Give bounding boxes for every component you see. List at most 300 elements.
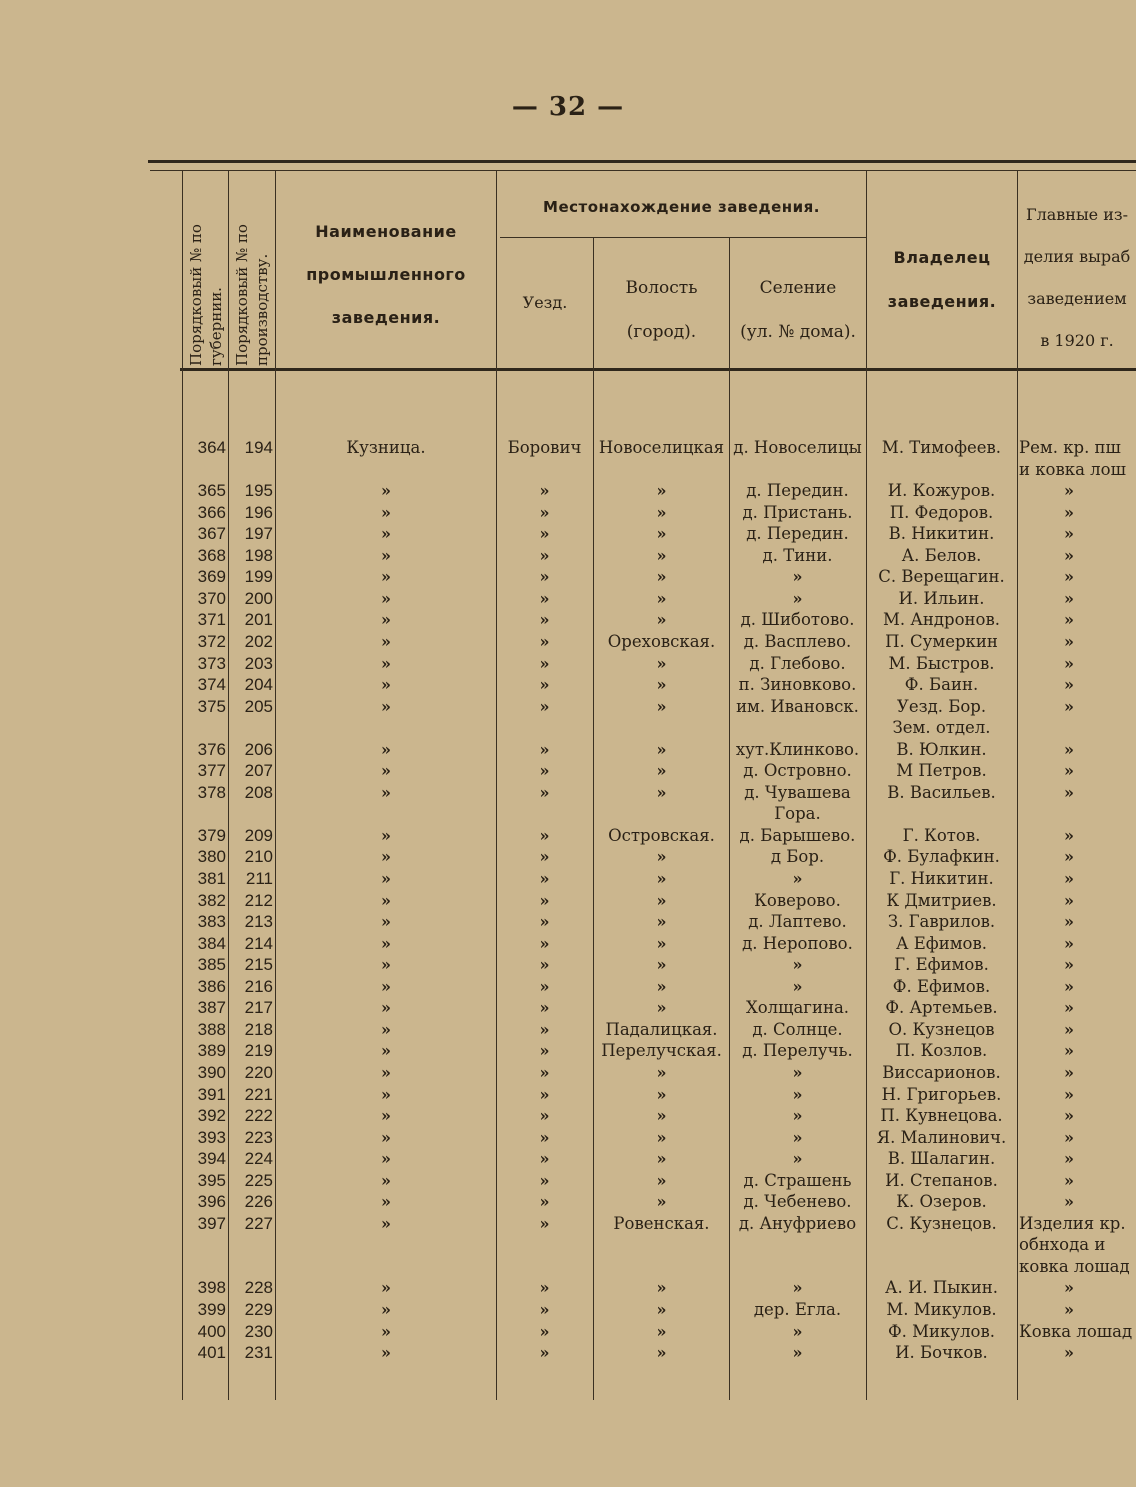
cell-name: » — [381, 631, 391, 651]
table-row — [0, 911, 1136, 932]
cell-n1: 366 — [197, 502, 226, 522]
cell-volost: » — [656, 1127, 667, 1147]
cell-n1: 374 — [197, 675, 226, 695]
cell-n1: 370 — [197, 588, 226, 608]
cell-name: » — [381, 1343, 391, 1363]
table-row — [0, 717, 1136, 738]
cell-uezd: » — [539, 1192, 550, 1212]
cell-owner: М. Андронов. — [883, 610, 1000, 630]
cell-name: » — [381, 545, 391, 565]
cell-volost: Перелучская. — [601, 1041, 722, 1061]
cell-n1: 364 — [197, 438, 226, 457]
cell-volost: » — [656, 653, 667, 673]
cell-volost: » — [656, 1170, 667, 1190]
cell-village: д. Пристань. — [742, 502, 853, 522]
cell-owner: Г. Ефимов. — [894, 955, 989, 975]
table-row — [0, 1084, 1136, 1105]
cell-village: д. Ануфриево — [738, 1213, 857, 1233]
cell-n1: 369 — [197, 567, 226, 587]
cell-owner: А Ефимов. — [896, 933, 987, 953]
cell-n1: 399 — [197, 1300, 226, 1319]
cell-owner: О. Кузнецов — [888, 1019, 995, 1039]
cell-village: Холщагина. — [745, 998, 850, 1018]
cell-product: » — [1064, 1062, 1074, 1082]
cell-n1: 396 — [197, 1192, 226, 1212]
cell-n2: 225 — [244, 1170, 273, 1190]
cell-village: д Бор. — [770, 847, 825, 867]
cell-volost: » — [656, 567, 667, 587]
cell-owner: С. Кузнецов. — [886, 1213, 997, 1233]
cell-volost: » — [656, 782, 667, 802]
cell-name: » — [381, 739, 391, 759]
cell-village: » — [792, 567, 803, 587]
header-volost-line2: (город). — [626, 322, 697, 342]
cell-uezd: » — [539, 976, 550, 996]
cell-n2: 213 — [244, 912, 273, 932]
cell-n2: 215 — [244, 955, 273, 975]
table-row — [0, 1105, 1136, 1126]
cell-uezd: » — [539, 1041, 550, 1061]
cell-n2: 219 — [244, 1041, 273, 1061]
header-col2-line1: Порядковый № по — [233, 224, 251, 366]
cell-uezd: » — [539, 610, 550, 630]
cell-village: д. Шиботово. — [740, 610, 855, 630]
page-number: — 32 — — [511, 92, 625, 122]
header-products-line1: Главные из- — [1025, 205, 1129, 224]
cell-name: » — [381, 1106, 391, 1126]
cell-uezd: » — [539, 933, 550, 953]
cell-name: » — [381, 567, 391, 587]
cell-volost: » — [656, 1300, 667, 1319]
cell-product: » — [1064, 1127, 1074, 1147]
cell-volost: » — [656, 976, 667, 996]
cell-volost: Ореховская. — [607, 631, 716, 651]
cell-name: » — [381, 675, 391, 695]
table-row — [0, 502, 1136, 523]
cell-product: » — [1064, 1192, 1074, 1212]
header-col1-line2: губернии. — [207, 287, 225, 366]
cell-owner: В. Шалагин. — [887, 1149, 996, 1169]
header-owner-line2: заведения. — [887, 292, 997, 311]
cell-village: » — [792, 1149, 803, 1169]
cell-product: Ковка лошад — [1019, 1321, 1133, 1341]
table-row — [0, 739, 1136, 760]
cell-product: Рем. кр. пш — [1019, 438, 1121, 457]
cell-owner: И. Ильин. — [898, 588, 985, 608]
cell-n1: 388 — [197, 1019, 226, 1039]
cell-village: » — [792, 1062, 803, 1082]
cell-n1: 381 — [197, 869, 226, 888]
cell-n2: 228 — [244, 1278, 273, 1298]
cell-uezd: » — [539, 739, 550, 759]
table-row — [0, 437, 1136, 458]
header-selenie-line2: (ул. № дома). — [740, 322, 856, 342]
cell-owner: М Петров. — [896, 761, 987, 781]
cell-volost: » — [656, 545, 667, 565]
cell-owner: Ф. Микулов. — [887, 1321, 996, 1341]
cell-owner: И. Кожуров. — [887, 481, 996, 501]
cell-owner: П. Козлов. — [895, 1041, 988, 1061]
cell-n1: 383 — [197, 912, 226, 932]
cell-product: и ковка лош — [1019, 459, 1126, 479]
table-row — [0, 760, 1136, 781]
cell-product: » — [1064, 782, 1074, 802]
cell-product: » — [1064, 976, 1074, 996]
header-volost — [594, 266, 729, 354]
cell-volost: Новоселицкая — [598, 438, 725, 457]
cell-name: » — [381, 955, 391, 975]
top-rule — [148, 160, 1136, 163]
cell-village: им. Ивановск. — [736, 696, 859, 716]
cell-n2: 194 — [244, 438, 273, 457]
header-name-line2: промышленного — [306, 265, 466, 284]
cell-village: п. Зиновково. — [738, 675, 857, 695]
cell-owner: С. Верещагин. — [878, 567, 1005, 587]
table-row — [0, 588, 1136, 609]
cell-name: » — [381, 825, 391, 845]
cell-village: » — [792, 869, 803, 888]
cell-n2: 229 — [244, 1300, 273, 1319]
cell-n1: 371 — [197, 610, 226, 630]
cell-product: Изделия кр. — [1019, 1213, 1126, 1233]
cell-owner: К Дмитриев. — [886, 890, 997, 910]
cell-product: » — [1064, 1278, 1074, 1298]
cell-n2: 223 — [244, 1127, 273, 1147]
cell-product: » — [1064, 675, 1074, 695]
cell-village: д. Страшень — [743, 1170, 852, 1190]
table-row — [0, 846, 1136, 867]
cell-uezd: » — [539, 1321, 550, 1341]
cell-n2: 217 — [244, 998, 273, 1018]
cell-name: » — [381, 976, 391, 996]
table-row — [0, 566, 1136, 587]
table-row — [0, 1277, 1136, 1298]
cell-product: » — [1064, 631, 1074, 651]
cell-village: хут.Клинково. — [735, 739, 860, 759]
cell-village: д. Солнце. — [752, 1019, 843, 1039]
header-col1-line1: Порядковый № по — [187, 224, 205, 366]
cell-name: » — [381, 481, 391, 501]
cell-owner: Ф. Булафкин. — [883, 847, 1000, 867]
cell-n2: 199 — [244, 567, 273, 587]
cell-n1: 397 — [197, 1213, 226, 1233]
cell-uezd: » — [539, 761, 550, 781]
cell-village: д. Глебово. — [749, 653, 846, 673]
header-location-group: Местонахождение заведения. — [543, 198, 820, 216]
cell-n2: 214 — [244, 933, 273, 953]
cell-n1: 392 — [197, 1106, 226, 1126]
cell-n2: 231 — [244, 1343, 273, 1363]
cell-owner: Я. Малинович. — [876, 1127, 1007, 1147]
cell-product: » — [1064, 1149, 1074, 1169]
cell-village: д. Передин. — [746, 481, 849, 501]
table-row — [0, 480, 1136, 501]
cell-name: » — [381, 1062, 391, 1082]
cell-owner: В. Юлкин. — [896, 739, 987, 759]
cell-n2: 210 — [244, 847, 273, 867]
cell-product: » — [1064, 610, 1074, 630]
header-products-line2: делия выраб — [1023, 247, 1131, 266]
cell-name: » — [381, 1213, 391, 1233]
cell-n1: 379 — [197, 825, 226, 845]
cell-uezd: » — [539, 1300, 550, 1319]
cell-product: » — [1064, 588, 1074, 608]
cell-village: » — [792, 588, 803, 608]
table-row — [0, 459, 1136, 480]
cell-n2: 222 — [244, 1106, 273, 1126]
cell-name: » — [381, 653, 391, 673]
cell-product: » — [1064, 1019, 1074, 1039]
cell-n2: 205 — [244, 696, 273, 716]
header-uezd: Уезд. — [522, 293, 568, 312]
cell-volost: » — [656, 890, 667, 910]
table-row — [0, 1213, 1136, 1234]
cell-volost: » — [656, 696, 667, 716]
cell-n2: 207 — [244, 761, 273, 781]
table-row — [0, 674, 1136, 695]
cell-village: Гора. — [774, 804, 821, 824]
cell-name: » — [381, 610, 391, 630]
cell-owner: М. Быстров. — [888, 653, 995, 673]
header-name-line3: заведения. — [331, 308, 441, 327]
cell-volost: » — [656, 1321, 667, 1341]
cell-volost: Островская. — [608, 825, 715, 845]
table-row — [0, 1019, 1136, 1040]
cell-volost: » — [656, 588, 667, 608]
cell-product: обнхода и — [1019, 1235, 1106, 1255]
cell-volost: » — [656, 1149, 667, 1169]
table-row — [0, 545, 1136, 566]
cell-owner: Виссарионов. — [882, 1062, 1001, 1082]
cell-volost: » — [656, 502, 667, 522]
cell-volost: » — [656, 847, 667, 867]
cell-n1: 368 — [197, 545, 226, 565]
location-group-underline — [500, 237, 866, 238]
cell-product: » — [1064, 1170, 1074, 1190]
cell-name: » — [381, 869, 391, 888]
cell-uezd: » — [539, 1343, 550, 1363]
cell-n1: 391 — [197, 1084, 226, 1104]
cell-product: » — [1064, 524, 1074, 544]
cell-n1: 400 — [197, 1321, 226, 1341]
cell-n1: 385 — [197, 955, 226, 975]
cell-uezd: » — [539, 588, 550, 608]
cell-name: » — [381, 1127, 391, 1147]
cell-village: » — [792, 1343, 803, 1363]
header-volost-line1: Волость — [625, 278, 698, 298]
cell-volost: » — [656, 1062, 667, 1082]
cell-uezd: » — [539, 869, 550, 888]
header-owner — [867, 236, 1017, 324]
cell-product: » — [1064, 761, 1074, 781]
cell-n1: 372 — [197, 631, 226, 651]
cell-village: » — [792, 976, 803, 996]
table-row — [0, 1040, 1136, 1061]
cell-owner: А. Белов. — [901, 545, 982, 565]
header-bottom-rule — [180, 368, 1136, 371]
cell-uezd: » — [539, 502, 550, 522]
cell-village: д. Барышево. — [739, 825, 856, 845]
cell-n2: 227 — [244, 1213, 273, 1233]
cell-n1: 398 — [197, 1278, 226, 1298]
header-selenie — [730, 266, 866, 354]
cell-product: » — [1064, 933, 1074, 953]
cell-owner: А. И. Пыкин. — [885, 1278, 998, 1298]
cell-owner: М. Микулов. — [886, 1300, 997, 1319]
cell-village: » — [792, 955, 803, 975]
cell-n1: 378 — [197, 782, 226, 802]
cell-volost: » — [656, 869, 667, 888]
table-row — [0, 825, 1136, 846]
cell-n2: 202 — [244, 631, 273, 651]
table-row — [0, 1170, 1136, 1191]
cell-n2: 204 — [244, 675, 273, 695]
cell-n1: 394 — [197, 1149, 226, 1169]
cell-owner: Уезд. Бор. — [896, 696, 987, 716]
table-row — [0, 933, 1136, 954]
cell-n2: 195 — [244, 481, 273, 501]
cell-n2: 198 — [244, 545, 273, 565]
table-row — [0, 1234, 1136, 1255]
cell-village: д. Островно. — [743, 761, 852, 781]
cell-volost: » — [656, 1084, 667, 1104]
cell-uezd: » — [539, 653, 550, 673]
cell-name: Кузница. — [346, 438, 426, 457]
cell-product: » — [1064, 567, 1074, 587]
cell-uezd: » — [539, 1213, 550, 1233]
cell-name: » — [381, 847, 391, 867]
cell-volost: Ровенская. — [613, 1213, 710, 1233]
cell-uezd: » — [539, 1127, 550, 1147]
cell-uezd: Борович — [507, 438, 582, 457]
table-row — [0, 1299, 1136, 1320]
cell-owner: В. Васильев. — [887, 782, 996, 802]
cell-n2: 196 — [244, 502, 273, 522]
table-row — [0, 1321, 1136, 1342]
cell-name: » — [381, 1192, 391, 1212]
cell-product: » — [1064, 912, 1074, 932]
header-products-line3: заведением — [1027, 289, 1127, 308]
cell-uezd: » — [539, 545, 550, 565]
table-row — [0, 1256, 1136, 1277]
cell-name: » — [381, 1041, 391, 1061]
cell-name: » — [381, 998, 391, 1018]
cell-name: » — [381, 502, 391, 522]
cell-owner: П. Кувнецова. — [880, 1106, 1003, 1126]
header-name — [276, 210, 496, 339]
cell-n1: 384 — [197, 933, 226, 953]
cell-product: » — [1064, 739, 1074, 759]
table-row — [0, 1148, 1136, 1169]
cell-product: » — [1064, 1084, 1074, 1104]
cell-n2: 216 — [244, 976, 273, 996]
cell-name: » — [381, 1321, 391, 1341]
table-row — [0, 954, 1136, 975]
table-row — [0, 782, 1136, 803]
table-row — [0, 890, 1136, 911]
cell-name: » — [381, 782, 391, 802]
cell-n2: 221 — [244, 1084, 273, 1104]
cell-n2: 230 — [244, 1321, 273, 1341]
cell-product: » — [1064, 481, 1074, 501]
table-row — [0, 1342, 1136, 1363]
cell-volost: » — [656, 955, 667, 975]
cell-n2: 220 — [244, 1062, 273, 1082]
cell-owner: М. Тимофеев. — [881, 438, 1002, 457]
cell-owner: Г. Никитин. — [889, 869, 994, 888]
cell-village: д. Неропово. — [742, 933, 853, 953]
cell-uezd: » — [539, 1149, 550, 1169]
cell-product: » — [1064, 1343, 1074, 1363]
cell-product: » — [1064, 502, 1074, 522]
cell-n2: 218 — [244, 1019, 273, 1039]
cell-n1: 393 — [197, 1127, 226, 1147]
cell-name: » — [381, 1278, 391, 1298]
header-top-line — [150, 170, 1136, 171]
table-row — [0, 696, 1136, 717]
cell-village: д. Чувашева — [744, 782, 851, 802]
cell-owner: Г. Котов. — [902, 825, 981, 845]
cell-uezd: » — [539, 1106, 550, 1126]
cell-village: д. Лаптево. — [748, 912, 847, 932]
cell-uezd: » — [539, 481, 550, 501]
cell-product: » — [1064, 955, 1074, 975]
cell-product: » — [1064, 1300, 1074, 1319]
cell-owner: В. Никитин. — [888, 524, 995, 544]
cell-product: » — [1064, 1106, 1074, 1126]
cell-product: » — [1064, 890, 1074, 910]
cell-n2: 211 — [245, 869, 273, 888]
cell-n2: 226 — [244, 1192, 273, 1212]
cell-volost: » — [656, 675, 667, 695]
cell-name: » — [381, 912, 391, 932]
cell-n2: 209 — [244, 825, 273, 845]
cell-owner: И. Степанов. — [885, 1170, 998, 1190]
cell-name: » — [381, 524, 391, 544]
cell-uezd: » — [539, 675, 550, 695]
cell-volost: » — [656, 1192, 667, 1212]
cell-n2: 203 — [244, 653, 273, 673]
cell-product: » — [1064, 998, 1074, 1018]
cell-n2: 212 — [244, 890, 273, 910]
cell-volost: » — [656, 524, 667, 544]
cell-owner: Ф. Артемьев. — [885, 998, 998, 1018]
table-row — [0, 1062, 1136, 1083]
cell-product: » — [1064, 869, 1074, 888]
cell-product: » — [1064, 1041, 1074, 1061]
cell-uezd: » — [539, 1170, 550, 1190]
header-col2-line2: производству. — [253, 253, 271, 366]
cell-volost: » — [656, 1106, 667, 1126]
header-owner-line1: Владелец — [893, 248, 991, 267]
cell-village: д. Перелучь. — [742, 1041, 853, 1061]
cell-n1: 367 — [197, 524, 226, 544]
cell-name: » — [381, 1084, 391, 1104]
table-row — [0, 997, 1136, 1018]
cell-product: » — [1064, 653, 1074, 673]
cell-uezd: » — [539, 998, 550, 1018]
cell-product: » — [1064, 847, 1074, 867]
cell-n1: 375 — [197, 696, 226, 716]
cell-uezd: » — [539, 890, 550, 910]
cell-volost: » — [656, 481, 667, 501]
cell-village: » — [792, 1127, 803, 1147]
cell-owner: З. Гаврилов. — [887, 912, 996, 932]
cell-volost: » — [656, 739, 667, 759]
cell-uezd: » — [539, 567, 550, 587]
cell-n1: 382 — [197, 890, 226, 910]
table-row — [0, 868, 1136, 889]
